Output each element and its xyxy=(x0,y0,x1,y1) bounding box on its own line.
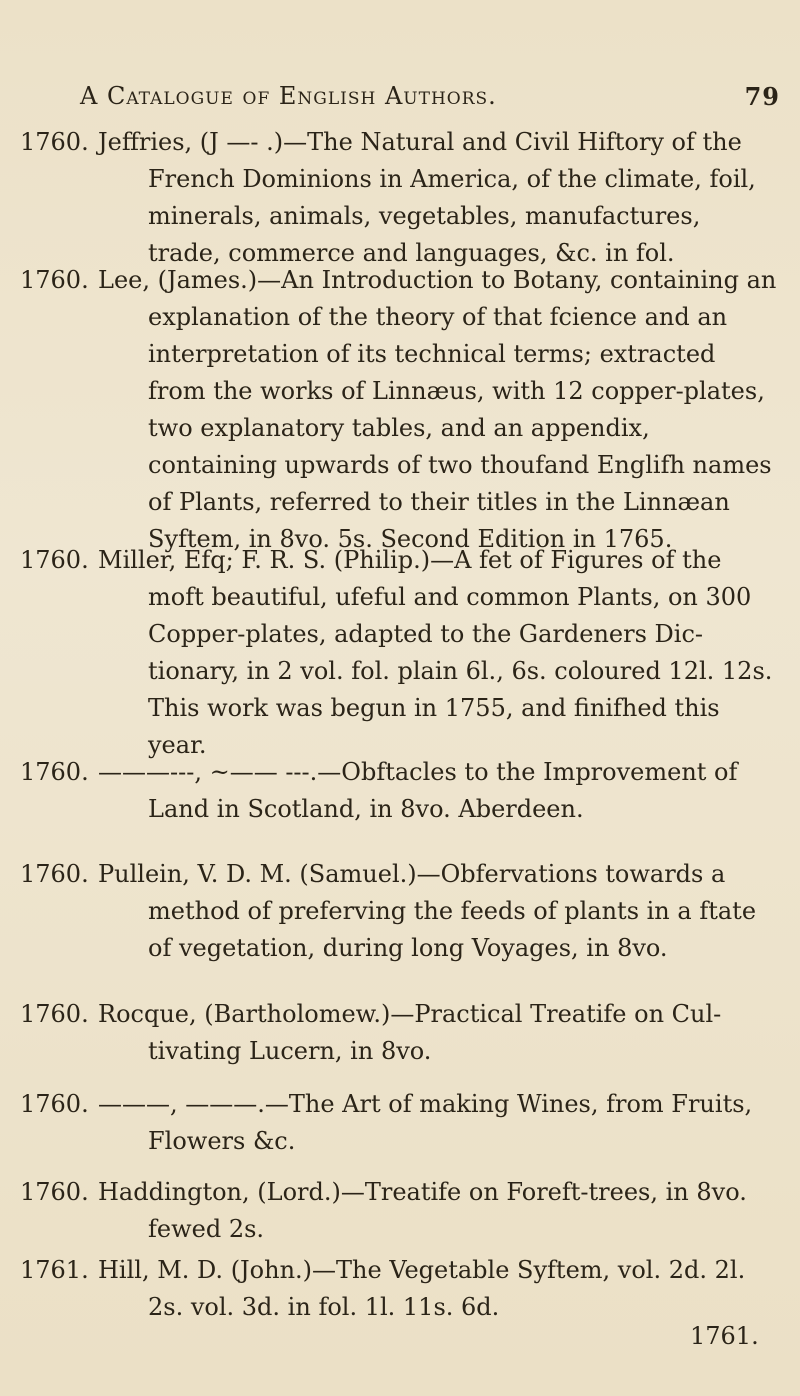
entry-year: 1760. xyxy=(20,1090,89,1118)
catalogue-entry xyxy=(20,1252,778,1326)
running-header xyxy=(80,82,780,110)
catalogue-entry xyxy=(20,1174,778,1248)
entry-text: Rocque, (Bartholomew.)—Practical Treatife on Cul-tivating Lucern, in 8vo. xyxy=(98,1000,722,1065)
entry-year: 1760. xyxy=(20,128,89,156)
entry-text: Hill, M. D. (John.)—The Vegetable Syftem, vol. 2d. 2l. 2s. vol. 3d. in fol. 1l. 11s. 6d. xyxy=(98,1256,746,1321)
catalogue-entry xyxy=(20,124,778,272)
catchword: 1761. xyxy=(690,1322,759,1350)
entry-year: 1760. xyxy=(20,266,89,294)
page-number: 79 xyxy=(744,82,780,111)
running-title: A Catalogue of English Authors. xyxy=(80,82,497,110)
entry-year: 1760. xyxy=(20,1178,89,1206)
catalogue-entry xyxy=(20,1086,778,1160)
catalogue-entry xyxy=(20,856,778,967)
entry-text: Haddington, (Lord.)—Treatife on Foreft-trees, in 8vo. fewed 2s. xyxy=(98,1178,747,1243)
catalogue-entry xyxy=(20,262,778,558)
catalogue-entry xyxy=(20,996,778,1070)
entry-year: 1761. xyxy=(20,1256,89,1284)
entry-text: Lee, (James.)—An Introduction to Botany, containing an explanation of the theory of that fcience and an interpretation of its technical terms; extracted from the works of Linnæus, with 12 copper-plates, two explanatory tables, and an appendix, containing upwards of two thoufand Englifh names of Plants, referred to their titles in the Linnæan Syftem, in 8vo. 5s. Second Edition in 1765. xyxy=(98,266,777,553)
entry-text: Miller, Efq; F. R. S. (Philip.)—A fet of Figures of the moft beautiful, ufeful and common Plants, on 300 Copper-plates, adapted to the Gardeners Dic-tionary, in 2 vol. fol. plain 6l., 6s. coloured 12l. 12s. This work was begun in 1755, and finifhed this year. xyxy=(98,546,773,759)
entry-year: 1760. xyxy=(20,758,89,786)
entry-text: Pullein, V. D. M. (Samuel.)—Obfervations towards a method of preferving the feeds of plants in a ftate of vegetation, during long Voyages, in 8vo. xyxy=(98,860,757,962)
entry-year: 1760. xyxy=(20,546,89,574)
catalogue-entry xyxy=(20,542,778,764)
entry-text: Jeffries, (J —- .)—The Natural and Civil Hiftory of the French Dominions in America, of the climate, foil, minerals, animals, vegetables, manufactures, trade, commerce and languages, &c. in fol. xyxy=(98,128,756,267)
entry-text: ———---, ~—— ---.—Obftacles to the Improvement of Land in Scotland, in 8vo. Aberdeen. xyxy=(98,758,738,823)
entry-year: 1760. xyxy=(20,1000,89,1028)
entry-year: 1760. xyxy=(20,860,89,888)
entry-text: ———, ———.—The Art of making Wines, from Fruits, Flowers &c. xyxy=(98,1090,753,1155)
catalogue-entry xyxy=(20,754,778,828)
